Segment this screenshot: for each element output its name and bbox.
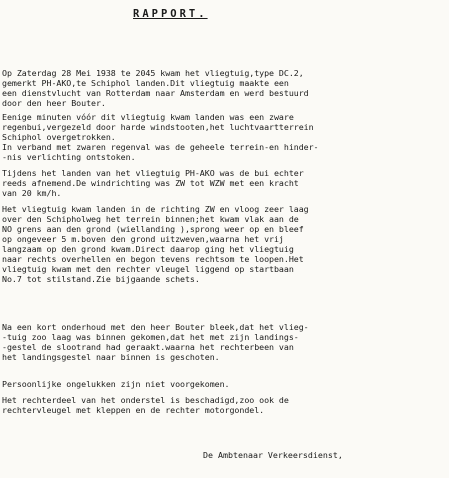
paragraph-5-line-4: het landingsgestel naar binnen is geschoten. bbox=[2, 352, 220, 362]
paragraph-2-line-1: Eenige minuten vóór dit vliegtuig kwam landen was een zware bbox=[2, 112, 294, 122]
signature-line: De Ambtenaar Verkeersdienst, bbox=[203, 450, 343, 460]
paragraph-2-line-2: regenbui,vergezeld door harde windstooten,het luchtvaartterrein bbox=[2, 122, 314, 132]
paragraph-1-line-4: door den heer Bouter. bbox=[2, 98, 106, 108]
paragraph-1-line-2: gemerkt PH-AKO,te Schiphol landen.Dit vliegtuig maakte een bbox=[2, 78, 289, 88]
paragraph-4-line-2: over den Schipholweg het terrein binnen;het kwam vlak aan de bbox=[2, 214, 299, 224]
paragraph-1-line-3: een dienstvlucht van Rotterdam naar Amsterdam en werd bestuurd bbox=[2, 88, 309, 98]
paragraph-4-line-4: op ongeveer 5 m.boven den grond uitzweven,waarna het vrij bbox=[2, 234, 284, 244]
paragraph-5-line-1: Na een kort onderhoud met den heer Bouter bleek,dat het vlieg- bbox=[2, 322, 309, 332]
paragraph-3-line-1: Tijdens het landen van het vliegtuig PH-AKO was de bui echter bbox=[2, 168, 304, 178]
paragraph-2-line-5: -nis verlichting ontstoken. bbox=[2, 152, 136, 162]
paragraph-4-line-1: Het vliegtuig kwam landen in de richting ZW en vloog zeer laag bbox=[2, 204, 309, 214]
paragraph-1-line-1: Op Zaterdag 28 Mei 1938 te 2045 kwam het vliegtuig,type DC.2, bbox=[2, 68, 304, 78]
paragraph-2-line-3: Schiphol overgetrokken. bbox=[2, 132, 116, 142]
paragraph-2-line-4: In verband met zwaren regenval was de geheele terrein-en hinder- bbox=[2, 142, 319, 152]
paragraph-7-line-1: Het rechterdeel van het onderstel is beschadigd,zoo ook de bbox=[2, 395, 289, 405]
paragraph-4-line-3: NO grens aan den grond (wiellanding ),sprong weer op en bleef bbox=[2, 224, 304, 234]
paragraph-3-line-2: reeds afnemend.De windrichting was ZW tot WZW met een kracht bbox=[2, 178, 299, 188]
paragraph-4-line-7: vliegtuig kwam met den rechter vleugel liggend op startbaan bbox=[2, 264, 294, 274]
paragraph-5-line-2: -tuig zoo laag was binnen gekomen,dat het met zijn landings- bbox=[2, 332, 299, 342]
paragraph-5-line-3: -gestel de slootrand had geraakt.waarna het rechterbeen van bbox=[2, 342, 294, 352]
paragraph-3-line-3: van 20 km/h. bbox=[2, 188, 62, 198]
paragraph-4-line-8: No.7 tot stilstand.Zie bijgaande schets. bbox=[2, 274, 200, 284]
document-title: RAPPORT. bbox=[133, 8, 208, 20]
paragraph-6-line-1: Persoonlijke ongelukken zijn niet voorgekomen. bbox=[2, 379, 230, 389]
paragraph-4-line-6: naar rechts overhellen en begon tevens rechtsom te loopen.Het bbox=[2, 254, 304, 264]
paragraph-4-line-5: langzaam op den grond kwam.Direct daarop ging het vliegtuig bbox=[2, 244, 294, 254]
paragraph-7-line-2: rechtervleugel met kleppen en de rechter motorgondel. bbox=[2, 405, 265, 415]
